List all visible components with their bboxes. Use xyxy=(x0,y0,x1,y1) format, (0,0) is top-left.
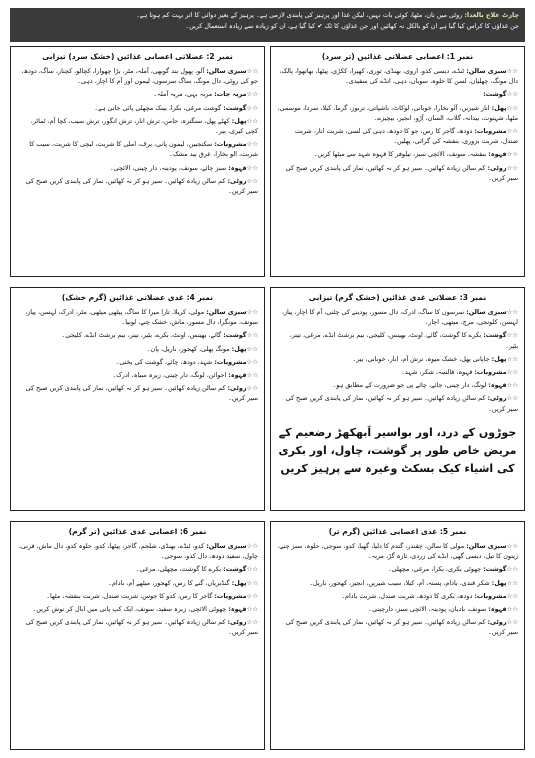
food-list-text: کم سالن زیادہ کھائیں۔ سیر ہو کر نہ کھائیں، نماز کی پابندی کریں صبح کی سیر کریں۔ xyxy=(285,394,518,413)
food-category-label: روٹی: xyxy=(487,618,507,627)
food-list-text: سرسوں کا ساگ، ادرک، دال مسور، پودینے کی چٹنی، آم کا اچار، پیاز، لہسن، کلونجی، مرچ، میتھی، اچار۔ xyxy=(281,308,518,327)
food-list-text: کم سالن زیادہ کھائیں۔ سیر ہو کر نہ کھائیں، نماز کی پابندی کریں صبح کی سیر کریں۔ xyxy=(285,163,518,182)
warning-note: جوڑوں کے درد، اور بواسیر اَبھکھڑ رضعیم کے مریض خاص طور پر گوشت، چاول، اور بکری کی اشیاء کیک بسکٹ وغیرہ سے پرہیز کریں xyxy=(278,425,517,475)
food-list-text: شکر قندی، بادام، پستہ، آم، کیلا، سیب شیریں، انجیر، کھجور، ناریل۔ xyxy=(309,578,490,587)
food-category-label: روٹی: xyxy=(227,384,247,393)
food-list-text: قہوہ، فالسہ، شکر، شہد۔ xyxy=(401,368,473,377)
food-item xyxy=(277,89,518,99)
diet-card-2 xyxy=(10,46,265,277)
food-item xyxy=(17,578,258,588)
food-item xyxy=(277,103,518,123)
star-icon: ☆☆ xyxy=(246,331,258,340)
food-category-label: قہوہ: xyxy=(228,605,247,614)
food-category-label: گوشت: xyxy=(483,331,507,340)
food-list-text: گوشت مرغی، بکرا، بینک مچھلی پائی جاتی ہے۔ xyxy=(94,103,222,112)
food-item xyxy=(277,367,518,377)
food-category-label: قہوہ: xyxy=(488,150,507,159)
star-icon: ☆☆ xyxy=(506,308,518,316)
food-category-label: پھل: xyxy=(231,578,247,587)
food-list-text: سکنجبین، لیموں پانی، برف، املی کا شربت، لیچی کا شربت، سیب کا شربت، الو بخارا، عرق بید مشک۔ xyxy=(29,140,258,159)
food-list-text: دودھ، گاجر کا رس، جو کا دودھ، دہی کی لسی، شربت انار، شربت صندل، شربت بزوری، بنفشہ کی گرائی، پھلیں۔ xyxy=(294,127,518,146)
food-list-text: دودھ، بکری کا دودھ، شربت صندل، شربت بادام۔ xyxy=(341,591,473,600)
food-category-label: سبزی سالن: xyxy=(466,542,507,550)
star-icon: ☆☆ xyxy=(506,354,518,363)
card-title: نمبر 3: عضلاتی غدی غذائیں (خشک گرم) تیزابی xyxy=(308,293,487,302)
food-category-label: سبزی سالن: xyxy=(466,308,507,316)
food-item xyxy=(17,617,258,637)
star-icon: ☆☆ xyxy=(246,578,258,587)
star-icon: ☆☆ xyxy=(246,591,258,600)
food-item xyxy=(17,357,258,367)
star-icon: ☆☆ xyxy=(506,381,518,390)
star-icon: ☆☆ xyxy=(506,368,518,377)
star-icon: ☆☆ xyxy=(506,67,518,75)
food-list-text: کھٹے پھل، سنگترہ، جامن، ترش انار، ترش انگور، ترش سیب، کچا آم، ٹماٹر، کچی کیری، بیر۔ xyxy=(30,116,258,136)
food-category-label: پھل: xyxy=(231,116,247,125)
food-category-label: مشروبات: xyxy=(474,368,507,377)
food-item xyxy=(277,163,518,183)
food-list-text: سبز چائے، سونف، پودینہ، دار چینی، الائچی۔ xyxy=(109,163,227,172)
star-icon: ☆☆ xyxy=(506,331,518,340)
diet-card-4 xyxy=(10,287,265,511)
food-item xyxy=(17,370,258,380)
food-item xyxy=(17,103,258,113)
food-list-text: مربہ بہی، مربہ آملہ۔ xyxy=(153,90,213,99)
star-icon: ☆☆ xyxy=(246,618,258,627)
food-item xyxy=(277,149,518,159)
food-category-label: مشروبات: xyxy=(474,127,507,136)
food-item xyxy=(277,564,518,574)
food-category-label: پھل: xyxy=(491,578,507,587)
food-category-label: گوشت: xyxy=(223,565,247,574)
food-item xyxy=(17,330,258,340)
food-category-label: گوشت: xyxy=(483,565,507,574)
star-icon: ☆☆ xyxy=(506,394,518,403)
diet-card-6 xyxy=(10,521,265,750)
star-icon: ☆☆ xyxy=(246,103,258,112)
food-category-label: قہوہ: xyxy=(228,371,247,380)
food-item xyxy=(277,66,518,86)
food-item xyxy=(17,139,258,159)
card-title: نمبر 4: غدی عضلاتی غذائیں (گرم خشک) xyxy=(61,293,214,302)
food-list-text: لونگ، دار چینی، جائے، چائے پی جو ضرورت کے مطابق ہو۔ xyxy=(332,381,487,390)
food-list-text: گاجر کا رس، کدو کا جوس، شربت صندل، شربت بنفشہ، مٹھا۔ xyxy=(46,591,213,600)
star-icon: ☆☆ xyxy=(506,127,518,136)
star-icon: ☆☆ xyxy=(246,565,258,574)
star-icon: ☆☆ xyxy=(246,542,258,550)
diet-card-3 xyxy=(270,287,525,511)
star-icon: ☆☆ xyxy=(246,67,258,75)
star-icon: ☆☆ xyxy=(506,578,518,587)
food-category-label: سبزی سالن: xyxy=(466,67,507,75)
header-label: چارٹ علاج بالغذا: xyxy=(464,11,519,19)
card-title: نمبر 5: غدی اعصابی غذائیں (گرم تر) xyxy=(328,527,467,536)
food-item xyxy=(17,541,258,561)
food-list-text: جاپانی پھل، خشک میوہ، ترش آم، انار، خوبانی، بیر۔ xyxy=(352,354,490,363)
food-item xyxy=(277,330,518,350)
food-item xyxy=(17,163,258,173)
food-category-label: پھل: xyxy=(491,354,507,363)
food-list-text: بکرے کا گوشت، گائے، اونٹ، بھینس، کلیجی، نیم برشٹ انڈے، مرغی، تیتر، بٹیر۔ xyxy=(289,331,518,350)
food-list-text: ٹنڈے، دیسی کدو، اروی، بھنڈی، توری، کھیرا، ککڑی، پیٹھا، بھاتھوا، پالک، دال مونگ، چھلیاں، لسن کا حلوہ، سویاں، دہی، انڈے کی سفیدی۔ xyxy=(279,67,518,86)
food-category-label: سبزی سالن: xyxy=(206,67,247,75)
food-category-label: روٹی: xyxy=(227,176,247,185)
food-item xyxy=(277,617,518,637)
star-icon: ☆☆ xyxy=(506,103,518,112)
food-category-label: مربہ جات: xyxy=(214,90,247,99)
food-item xyxy=(17,564,258,574)
star-icon: ☆☆ xyxy=(246,308,258,316)
food-category-label: قہوہ: xyxy=(228,163,247,172)
food-category-label: قہوہ: xyxy=(488,381,507,390)
star-icon: ☆☆ xyxy=(246,90,258,99)
header-line-2: جن غذاؤں کا کراس کیا گیا ہے ان کو بالکل نہ کھائیں اور جن غذاؤں کا ٹک ✔ کیا گیا ہے، ان کو زیادہ سے زیادہ استعمال کریں۔ xyxy=(185,21,519,30)
food-list-text: شہد، دودھ، چائے، گوشت کی یخنی۔ xyxy=(115,357,213,366)
star-icon: ☆☆ xyxy=(246,605,258,614)
food-category-label: پھل: xyxy=(231,344,247,353)
star-icon: ☆☆ xyxy=(246,344,258,353)
header-banner xyxy=(10,8,525,42)
star-icon: ☆☆ xyxy=(506,163,518,172)
star-icon: ☆☆ xyxy=(246,384,258,393)
food-item xyxy=(17,591,258,601)
star-icon: ☆☆ xyxy=(246,176,258,185)
star-icon: ☆☆ xyxy=(246,371,258,380)
food-item xyxy=(17,307,258,327)
header-line-1 xyxy=(16,10,519,21)
star-icon: ☆☆ xyxy=(246,116,258,125)
star-icon: ☆☆ xyxy=(506,150,518,159)
food-list-text: مولی کا سالن، چقندر، گندم کا دلیا، گھیا، کدو، سوجی، حلوہ، سبز چنے، زیتون کا تیل، دیسی گھی، انڈے کی زردی، تازہ گڑ، مربہ۔ xyxy=(277,542,518,561)
food-list-text: چھوٹی الائچی، زیرہ سفید، سونف، ایک کپ پانی میں ابال کر نوش کریں۔ xyxy=(32,605,227,614)
food-list-text: کم سالن زیادہ کھائیں۔ سیر ہو کر نہ کھائیں، نماز کی پابندی کریں صبح کی سیر کریں۔ xyxy=(25,384,258,403)
food-item xyxy=(17,116,258,136)
food-item xyxy=(17,383,258,403)
food-list-text: گنڈیریاں، گنے کا رس، کھجور، میٹھے آم، بادام۔ xyxy=(108,578,230,587)
food-list-text: سونف، بادیان، پودینہ، الائچی سبز، دارچینی۔ xyxy=(368,605,487,614)
food-item xyxy=(277,604,518,614)
star-icon: ☆☆ xyxy=(246,357,258,366)
food-category-label: قہوہ: xyxy=(488,605,507,614)
star-icon: ☆☆ xyxy=(506,542,518,550)
food-category-label: گوشت: xyxy=(483,90,507,99)
food-list-text: بنفشہ، سونف، الائچی سبز، نیلوفر کا قہوہ شہد سے میٹھا کریں۔ xyxy=(313,150,487,159)
header-text-1: روٹی میں نان، مٹھا، کوئی بات نہیں، لیکن غذا اور پرہیز کی پابندی لازمی ہے۔ پرہیز کے بغیر دوائی کا اثر بہت کم ہوتا ہے۔ xyxy=(136,11,463,19)
food-category-label: مشروبات: xyxy=(214,357,247,366)
food-list-text: آلو، پھول بند گوبھی، آملہ، مٹر، بڑا چھوارا، کچالو، کچنار، ساگ، دودھ، جو کی روٹی، دال مونگ، ساگ سرسوں، لیموں اور آم کا اچار، دہی۔ xyxy=(21,67,258,86)
food-list-text: اجوائن، لونگ، دار چینی، زیرہ سیاہ، ادرک۔ xyxy=(112,371,227,380)
food-list-text: بکرے کا گوشت، مچھلی، مرغی۔ xyxy=(136,565,222,574)
star-icon: ☆☆ xyxy=(246,163,258,172)
food-item xyxy=(277,393,518,413)
food-list-text: کم سالن زیادہ کھائیں۔ سیر ہو کر نہ کھائیں، نماز کی پابندی کریں صبح کی سیر کریں۔ xyxy=(25,176,258,196)
food-category-label: روٹی: xyxy=(227,618,247,627)
star-icon: ☆☆ xyxy=(506,605,518,614)
food-category-label: مشروبات: xyxy=(474,591,507,600)
diet-card-5 xyxy=(270,521,525,750)
food-category-label: سبزی سالن: xyxy=(206,542,247,550)
food-item xyxy=(277,591,518,601)
star-icon: ☆☆ xyxy=(246,140,258,149)
food-item xyxy=(17,176,258,196)
card-title: نمبر 2: عضلاتی اعصابی غذائیں (خشک سرد) تیزابی xyxy=(42,52,233,61)
star-icon: ☆☆ xyxy=(506,90,518,99)
food-item xyxy=(277,578,518,588)
food-list-text: مولی، کریلا، تارا میرا کا ساگ، پیٹھی میٹھی، مٹر، ادرک، لہسن، پیاز، سونف، مونگرا، دال مسور، ماش، خشک چنے، لوبیا۔ xyxy=(25,308,258,327)
food-item xyxy=(17,344,258,354)
food-category-label: روٹی: xyxy=(487,394,507,403)
food-list-text: کم سالن زیادہ کھائیں۔ سیر ہو کر نہ کھائیں، نماز کی پابندی کریں صبح کی سیر کریں۔ xyxy=(285,618,518,637)
food-category-label: گوشت: xyxy=(223,103,247,112)
food-item xyxy=(277,126,518,146)
star-icon: ☆☆ xyxy=(506,618,518,627)
food-category-label: گوشت: xyxy=(223,331,247,340)
food-item xyxy=(17,89,258,99)
food-category-label: مشروبات: xyxy=(214,140,247,149)
food-item xyxy=(277,354,518,364)
food-category-label: روٹی: xyxy=(487,163,507,172)
food-item xyxy=(277,541,518,561)
food-list-text: انار شیریں، آلو بخارا، خوبانی، لوکاٹ، ناشپاتی، تربوز، گرما، کیلا، سردا، موسمی، مٹھا، شہتوت، بیدانہ، گلاب، السان، آڑو، انجیر، بیچیزے۔ xyxy=(277,103,518,122)
star-icon: ☆☆ xyxy=(506,565,518,574)
food-list-text: چھوٹی بکری، بکرا، مرغی، مچھلی۔ xyxy=(387,565,482,574)
food-category-label: سبزی سالن: xyxy=(206,308,247,316)
diet-card-1 xyxy=(270,46,525,277)
card-title: نمبر 1: اعصابی عضلاتی غذائیں (تر سرد) xyxy=(321,52,474,61)
food-list-text: مونگ پھلی، کھجور، ناریل، پان۔ xyxy=(146,344,230,353)
food-list-text: گائے، بھینس، اونٹ، بکرے، بٹیر، تیتر، نیم برشٹ انڈے، کلیجی۔ xyxy=(61,331,222,340)
food-list-text: کدو، ٹنڈے، بھنڈی، شلجم، گاجر، پیٹھا، کدو، حلوہ کدو، دال ماش، فرنی، چاول، سفید دودھ، دال کدو، سوجی۔ xyxy=(18,542,258,561)
food-item xyxy=(277,380,518,390)
food-item xyxy=(277,307,518,327)
food-category-label: پھل: xyxy=(491,103,507,112)
food-category-label: مشروبات: xyxy=(214,591,247,600)
food-list-text: کم سالن زیادہ کھائیں۔ سیر ہو کر نہ کھائیں، نماز کی پابندی کریں صبح کی سیر کریں۔ xyxy=(25,618,258,637)
food-item xyxy=(17,604,258,614)
star-icon: ☆☆ xyxy=(506,591,518,600)
card-title: نمبر 6: اعصابی غدی غذائیں (تر گرم) xyxy=(68,527,207,536)
food-item xyxy=(17,66,258,86)
